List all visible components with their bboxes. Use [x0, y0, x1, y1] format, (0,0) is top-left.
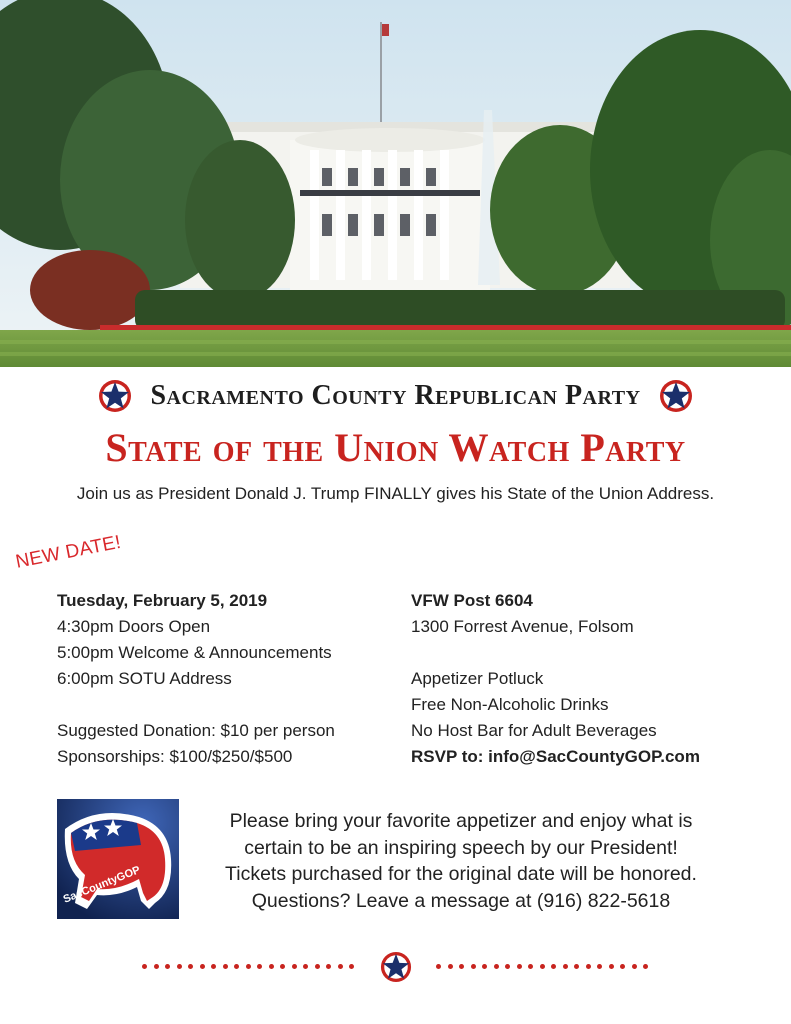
dot — [551, 964, 556, 969]
message-line: Tickets purchased for the original date will be honored. — [225, 863, 697, 885]
dot — [643, 964, 648, 969]
dotted-rule — [434, 964, 652, 970]
dot — [528, 964, 533, 969]
dot — [142, 964, 147, 969]
amenity-item: Appetizer Potluck — [411, 669, 544, 688]
star-icon — [380, 951, 412, 983]
message-block — [196, 808, 726, 914]
logo-text: SacCountyGOP — [61, 863, 143, 906]
dot — [517, 964, 522, 969]
dot — [471, 964, 476, 969]
star-icon — [98, 379, 132, 413]
dot — [154, 964, 159, 969]
event-intro: Join us as President Donald J. Trump FINALLY gives his State of the Union Address. — [76, 484, 715, 503]
dot — [505, 964, 510, 969]
event-title: State of the Union Watch Party — [105, 425, 686, 470]
dot — [338, 964, 343, 969]
donation-text: Suggested Donation: $10 per person — [57, 721, 335, 740]
schedule-item: 5:00pm Welcome & Announcements — [57, 643, 332, 662]
amenity-item: No Host Bar for Adult Beverages — [411, 721, 657, 740]
dot — [597, 964, 602, 969]
dot — [609, 964, 614, 969]
dot — [326, 964, 331, 969]
dot — [459, 964, 464, 969]
dot — [177, 964, 182, 969]
star-icon — [659, 379, 693, 413]
dot — [246, 964, 251, 969]
dot — [292, 964, 297, 969]
dot — [269, 964, 274, 969]
schedule-item: 4:30pm Doors Open — [57, 617, 211, 636]
dot — [200, 964, 205, 969]
dot — [540, 964, 545, 969]
message-line: Please bring your favorite appetizer and enjoy what is — [229, 810, 693, 832]
message-line: Questions? Leave a message at (916) 822-5618 — [251, 889, 671, 912]
organization-header — [0, 374, 791, 418]
saccountygop-logo — [57, 799, 179, 919]
dot — [234, 964, 239, 969]
dot — [586, 964, 591, 969]
sponsorship-text: Sponsorships: $100/$250/$500 — [57, 747, 293, 766]
dot — [448, 964, 453, 969]
venue-column — [411, 588, 700, 770]
rsvp-line[interactable]: RSVP to: info@SacCountyGOP.com — [411, 747, 700, 766]
dot — [257, 964, 262, 969]
dot — [563, 964, 568, 969]
venue-address: 1300 Forrest Avenue, Folsom — [411, 617, 634, 636]
dot — [632, 964, 637, 969]
footer-divider — [140, 950, 652, 984]
dot — [494, 964, 499, 969]
schedule-item: 6:00pm SOTU Address — [57, 669, 232, 688]
venue-name: VFW Post 6604 — [411, 591, 533, 610]
dot — [436, 964, 441, 969]
hero-image — [0, 0, 791, 367]
dot — [165, 964, 170, 969]
message-line: certain to be an inspiring speech by our President! — [244, 836, 678, 859]
dot — [188, 964, 193, 969]
dotted-rule — [140, 964, 358, 970]
dot — [482, 964, 487, 969]
dot — [211, 964, 216, 969]
dot — [280, 964, 285, 969]
dot — [574, 964, 579, 969]
event-date: Tuesday, February 5, 2019 — [57, 591, 268, 610]
organization-name: Sacramento County Republican Party — [150, 380, 641, 411]
dot — [223, 964, 228, 969]
schedule-column — [57, 588, 335, 770]
new-date-tag: NEW DATE! — [13, 531, 123, 573]
dot — [315, 964, 320, 969]
amenity-item: Free Non-Alcoholic Drinks — [411, 695, 609, 714]
dot — [620, 964, 625, 969]
dot — [349, 964, 354, 969]
dot — [303, 964, 308, 969]
